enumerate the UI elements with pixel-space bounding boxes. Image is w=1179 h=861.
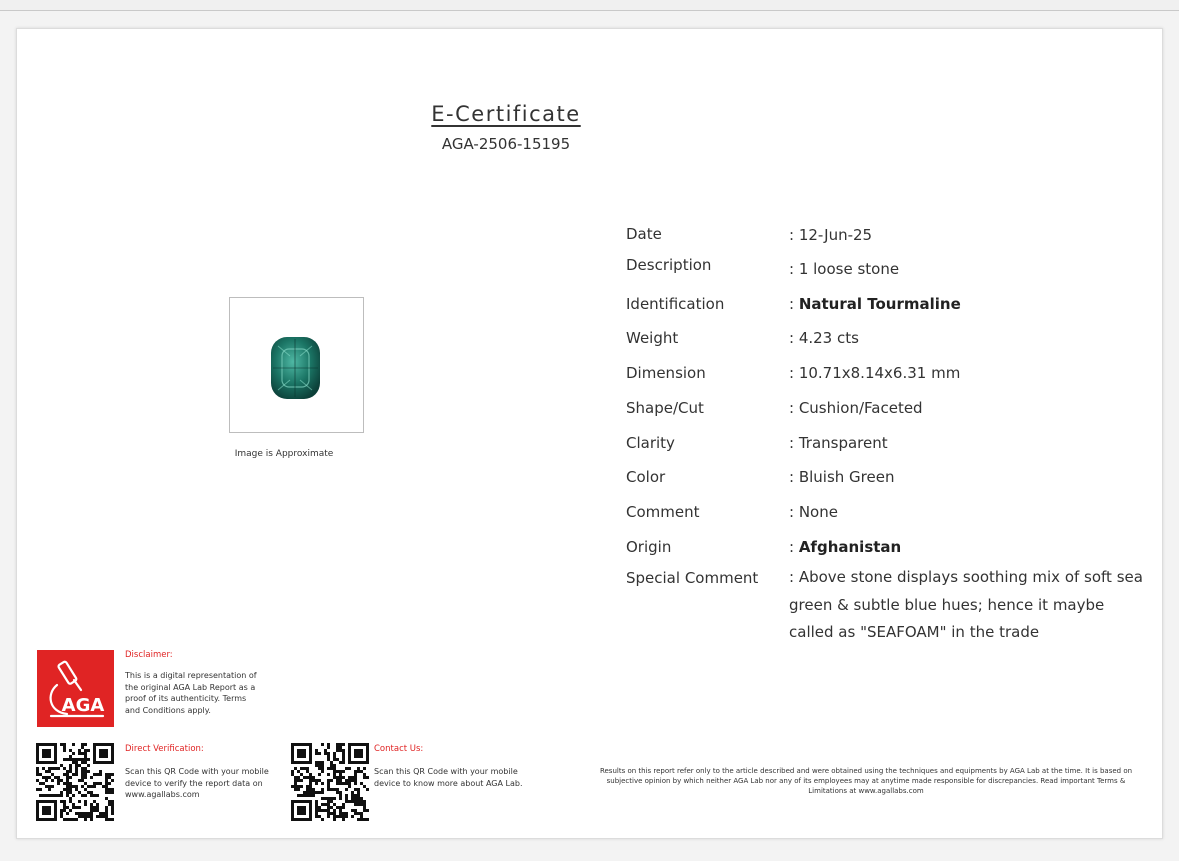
- special-comment-label: Special Comment: [626, 569, 759, 587]
- origin-prefix: :: [789, 538, 799, 556]
- contact-qr-code[interactable]: [291, 743, 369, 821]
- origin-label: Origin: [626, 538, 672, 556]
- weight-value: : 4.23 cts: [789, 329, 859, 347]
- verification-qr-code[interactable]: [36, 743, 114, 821]
- color-value: : Bluish Green: [789, 468, 895, 486]
- certificate-title: E-Certificate: [431, 102, 581, 126]
- weight-label: Weight: [626, 329, 679, 347]
- footer-disclaimer: Results on this report refer only to the article described and were obtained using the techniques and equipments by AGA Lab at the time. It is based on subjective opinion by which neither AGA Lab nor any of its employees may at anytime made responsible for discrepancies. Read important Terms & Limitations at www.agallabs.com: [599, 767, 1133, 795]
- date-label: Date: [626, 225, 662, 243]
- origin-value: [789, 538, 901, 556]
- logo-text: AGA: [61, 695, 105, 716]
- microscope-icon: [37, 650, 114, 727]
- special-comment-value: : Above stone displays soothing mix of soft sea green & subtle blue hues; hence it maybe called as "SEAFOAM" in the trade: [789, 568, 1143, 641]
- window-top-bar: [0, 0, 1179, 11]
- gemstone-photo: [229, 297, 364, 433]
- shape-label: Shape/Cut: [626, 399, 704, 417]
- verification-text: Scan this QR Code with your mobile device to verify the report data on www.agallabs.com: [125, 767, 269, 799]
- certificate-number: AGA-2506-15195: [441, 135, 571, 153]
- identification-prefix: :: [789, 295, 799, 313]
- disclaimer-heading: Disclaimer:: [125, 650, 173, 660]
- contact-heading: Contact Us:: [374, 744, 424, 754]
- clarity-value: : Transparent: [789, 434, 888, 452]
- shape-value: : Cushion/Faceted: [789, 399, 923, 417]
- description-value: : 1 loose stone: [789, 260, 900, 278]
- comment-value: : None: [789, 503, 838, 521]
- image-caption: Image is Approximate: [234, 449, 334, 459]
- clarity-label: Clarity: [626, 434, 675, 452]
- disclaimer-text: This is a digital representation of the original AGA Lab Report as a proof of its authenticity. Terms and Conditions apply.: [125, 671, 257, 715]
- dimension-label: Dimension: [626, 364, 706, 382]
- gemstone-icon: [230, 298, 365, 434]
- identification-label: Identification: [626, 295, 725, 313]
- date-value: : 12-Jun-25: [789, 226, 873, 244]
- color-label: Color: [626, 468, 666, 486]
- origin-text: Afghanistan: [798, 538, 902, 556]
- contact-text: Scan this QR Code with your mobile device to know more about AGA Lab.: [374, 767, 523, 788]
- qr-code-icon: [36, 743, 114, 821]
- description-label: Description: [626, 256, 712, 274]
- aga-logo: [37, 650, 114, 727]
- identification-value: [789, 295, 961, 313]
- verification-heading: Direct Verification:: [125, 744, 204, 754]
- qr-code-icon: [291, 743, 369, 821]
- comment-label: Comment: [626, 503, 700, 521]
- dimension-value: : 10.71x8.14x6.31 mm: [789, 364, 961, 382]
- identification-text: Natural Tourmaline: [798, 295, 961, 313]
